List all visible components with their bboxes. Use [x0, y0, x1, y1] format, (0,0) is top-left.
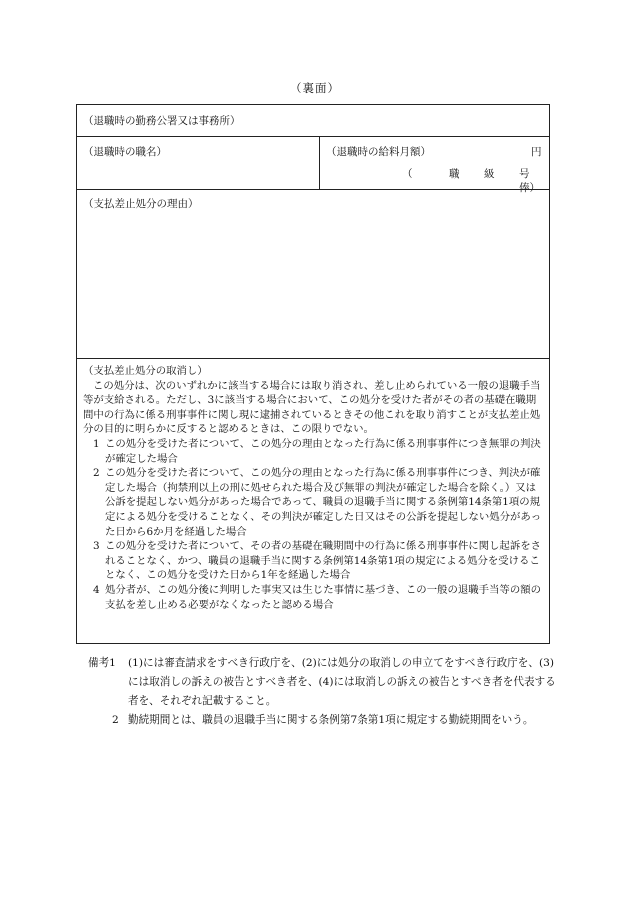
yen-unit: 円 [531, 146, 542, 158]
remark-number: 2 [112, 714, 119, 726]
grade-open-paren: （ [402, 168, 413, 180]
page-heading: （裏面） [290, 81, 340, 95]
remarks-label: 備考1 [88, 657, 116, 669]
salary-label: （退職時の給料月額） [326, 146, 431, 158]
cancellation-item: 1 この処分を受けた者について、この処分の理由となった行為に係る刑事事件につき無罪の判決が確定した場合 [93, 437, 541, 465]
remark-item: 2 勤続期間とは、職員の退職手当に関する条例第7条第1項に規定する勤続期間をいう。 [88, 711, 558, 730]
row-divider [77, 136, 549, 137]
row-divider [77, 358, 549, 359]
column-divider [319, 136, 320, 189]
grade-gohou: 号俸） [519, 168, 540, 194]
grade-kyu: 級 [484, 168, 495, 180]
remarks [88, 654, 558, 730]
office-label: （退職時の勤務公署又は事務所） [83, 115, 241, 127]
cancellation-section [83, 364, 545, 612]
cancellation-item: 2 この処分を受けた者について、この処分の理由となった行為に係る刑事事件につき、判決が確定した場合（拘禁刑以上の刑に処せられた場合及び無罪の判決が確定した場合を除く。）又は公訴を提起しない処分があった場合であって、職員の退職手当に関する条例第14条第1項の規定による処分を受けることなく、その判決が確定した日又はその公訴を提起しない処分があった日から6か月を経過した場合 [93, 467, 542, 538]
cancellation-item: 3 この処分を受けた者について、その者の基礎在職期間中の行為に係る刑事事件に関し起訴をされることなく、かつ、職員の退職手当に関する条例第14条第1項の規定による処分を受けることなく、この処分を受けた日から1年を経過した場合 [93, 540, 541, 582]
row-divider [77, 189, 549, 190]
cancellation-title: （支払差止処分の取消し） [83, 365, 208, 377]
grade-field [402, 167, 542, 194]
grade-shoku: 職 [449, 168, 460, 180]
job-title-label: （退職時の職名） [83, 146, 167, 158]
cancellation-intro: この処分は、次のいずれかに該当する場合には取り消され、差し止められている一般の退職手当等が支給される。ただし、3に該当する場合において、この処分を受けた者がその者の基礎在職期間中の行為に係る刑事事件に関し現に逮捕されているときその他これを取り消すことが支払差止処分の目的に明らかに反すると認めるときは、この限りでない。 [83, 379, 541, 436]
notice-form [76, 104, 550, 644]
remark-item: 備考1 (1)には審査請求をすべき行政庁を、(2)には処分の取消しの申立てをすべき行政庁を、(3)には取消しの訴えの被告とすべき者を、(4)には取消しの訴えの被告とすべき者を代表する者を、それぞれ記載すること。 [88, 654, 558, 711]
cancellation-item: 4 処分者が、この処分後に判明した事実又は生じた事情に基づき、この一般の退職手当等の額の支払を差し止める必要がなくなったと認める場合 [93, 583, 541, 611]
reason-label: （支払差止処分の理由） [83, 198, 199, 210]
